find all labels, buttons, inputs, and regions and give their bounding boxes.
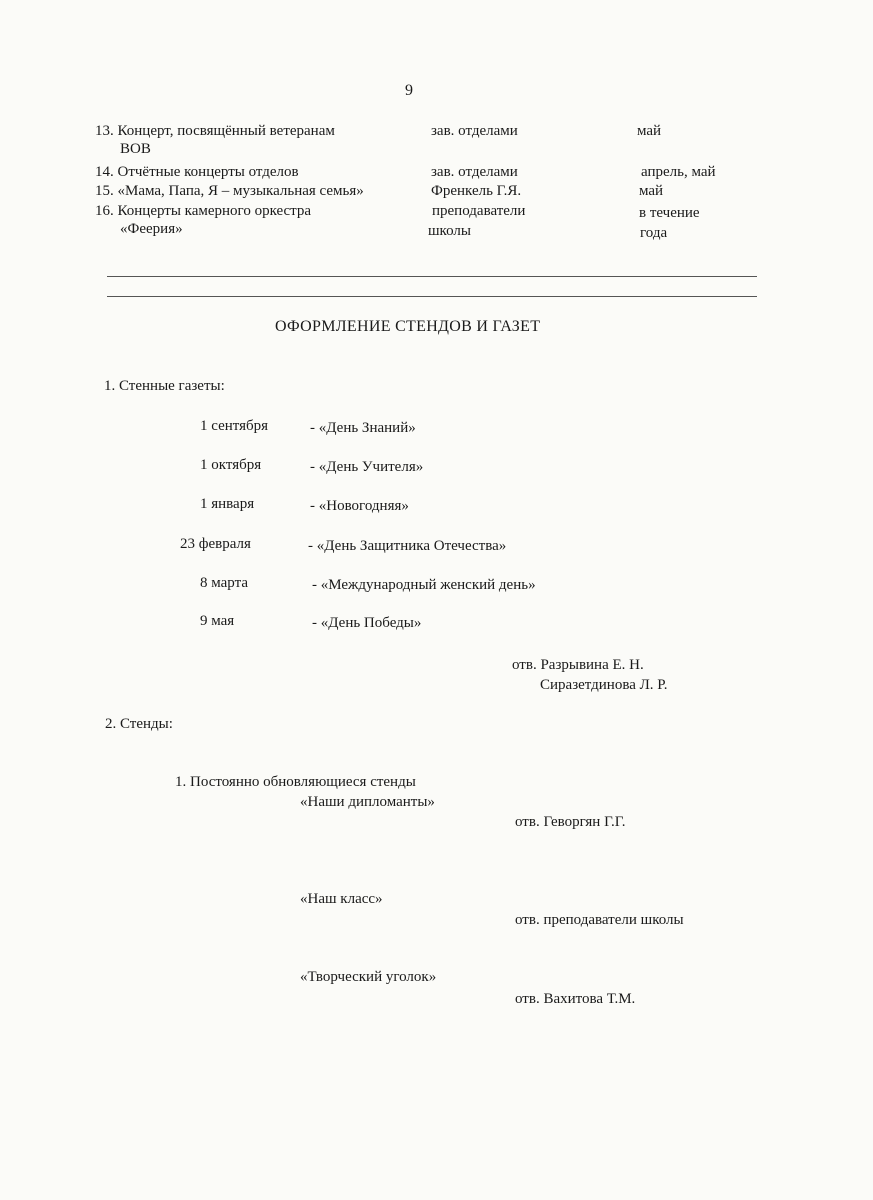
- event-responsible: Френкель Г.Я.: [431, 183, 522, 199]
- event-responsible-continued: школы: [428, 223, 471, 239]
- event-title: 13. Концерт, посвящённый ветеранам: [95, 123, 335, 139]
- stands-subheading: 1. Постоянно обновляющиеся стенды: [175, 774, 416, 790]
- divider-line: [107, 276, 757, 277]
- page-number: 9: [405, 82, 413, 99]
- stand-responsible: отв. Вахитова Т.М.: [515, 991, 636, 1007]
- stand-responsible: отв. преподаватели школы: [515, 912, 684, 928]
- newspaper-date: 1 сентября: [200, 418, 269, 434]
- newspapers-responsible: отв. Разрывина Е. Н.: [512, 657, 644, 673]
- newspaper-date: 23 февраля: [180, 536, 251, 552]
- event-time: май: [637, 123, 662, 139]
- event-time: в течение: [639, 205, 700, 221]
- stand-responsible: отв. Геворгян Г.Г.: [515, 814, 626, 830]
- newspaper-title: - «День Учителя»: [310, 459, 424, 475]
- newspapers-responsible-continued: Сиразетдинова Л. Р.: [540, 677, 668, 693]
- newspaper-date: 1 января: [200, 496, 255, 512]
- newspaper-date: 8 марта: [200, 575, 248, 591]
- newspaper-title: - «Новогодняя»: [310, 498, 409, 514]
- newspaper-title: - «День Победы»: [312, 615, 422, 631]
- newspapers-heading: 1. Стенные газеты:: [104, 378, 225, 394]
- stands-heading: 2. Стенды:: [105, 716, 173, 732]
- event-title: 15. «Мама, Папа, Я – музыкальная семья»: [95, 183, 364, 199]
- divider-line: [107, 296, 757, 297]
- newspaper-date: 1 октября: [200, 457, 262, 473]
- event-responsible: зав. отделами: [431, 164, 518, 180]
- event-time: апрель, май: [641, 164, 716, 180]
- event-responsible: преподаватели: [432, 203, 526, 219]
- event-responsible: зав. отделами: [431, 123, 518, 139]
- section-title: ОФОРМЛЕНИЕ СТЕНДОВ И ГАЗЕТ: [275, 318, 541, 335]
- stand-name: «Творческий уголок»: [300, 969, 437, 985]
- stand-name: «Наш класс»: [300, 891, 383, 907]
- event-title-continued: «Феерия»: [120, 221, 183, 237]
- event-title: 16. Концерты камерного оркестра: [95, 203, 312, 219]
- newspaper-title: - «День Защитника Отечества»: [308, 538, 507, 554]
- event-title: 14. Отчётные концерты отделов: [95, 164, 299, 180]
- newspaper-title: - «День Знаний»: [310, 420, 416, 436]
- stand-name: «Наши дипломанты»: [300, 794, 435, 810]
- event-title-continued: ВОВ: [120, 141, 151, 157]
- newspaper-title: - «Международный женский день»: [312, 577, 536, 593]
- event-time-continued: года: [640, 225, 668, 241]
- newspaper-date: 9 мая: [200, 613, 235, 629]
- event-time: май: [639, 183, 664, 199]
